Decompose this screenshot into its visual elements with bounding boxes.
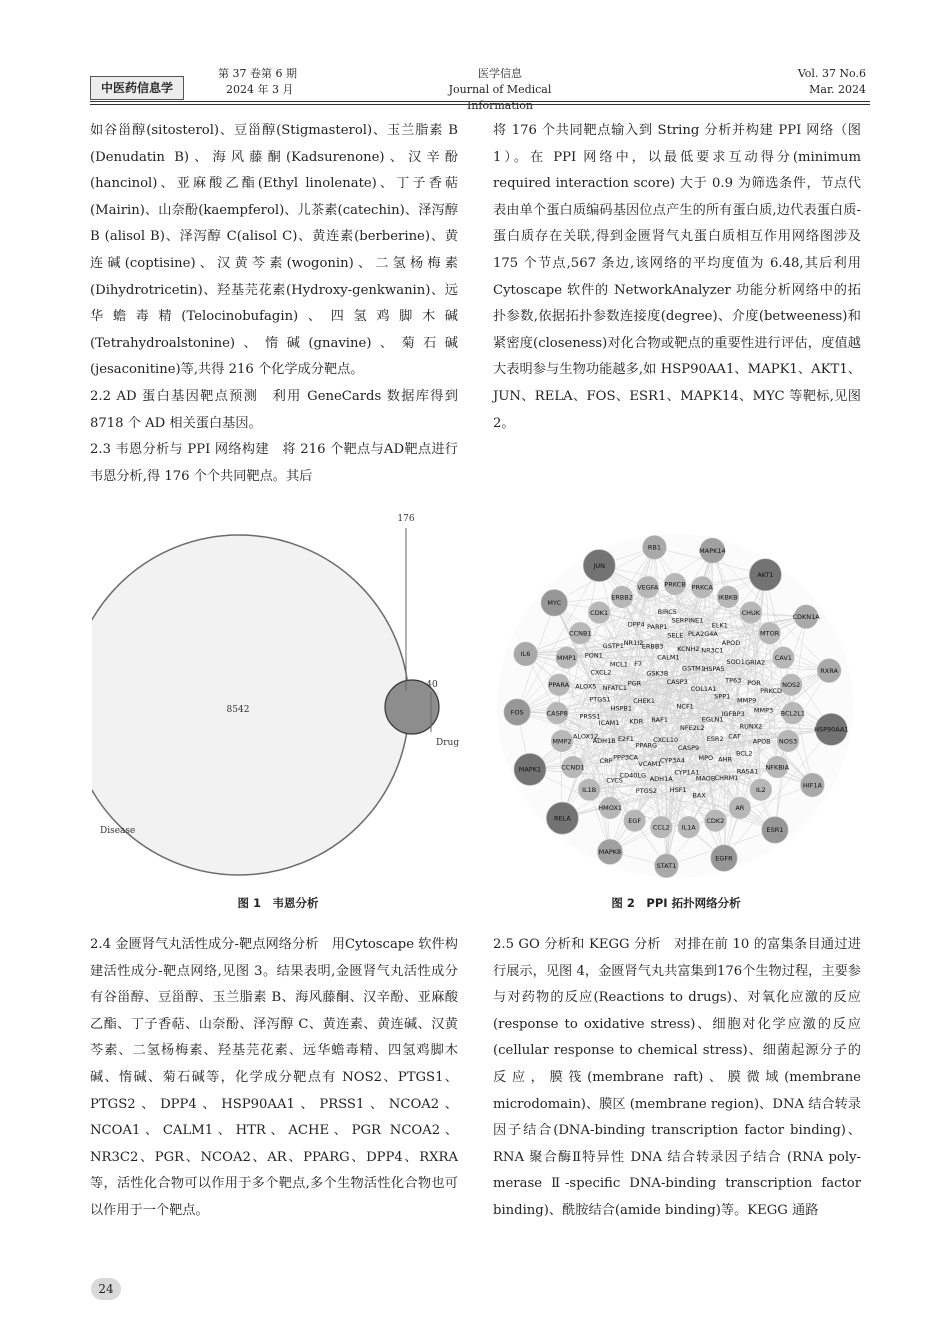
ppi-label-parp1: PARP1 [647, 623, 668, 632]
ppi-label-mtor: MTOR [760, 629, 780, 638]
ppi-label-kdr: KDR [629, 717, 644, 726]
ppi-label-cxcl10: CXCL10 [653, 735, 679, 744]
ppi-label-mmp9: MMP9 [736, 696, 757, 705]
ppi-label-spp1: SPP1 [714, 692, 731, 701]
ppi-label-mcl1: MCL1 [609, 660, 628, 669]
ppi-label-cd40lg: CD40LG [619, 771, 647, 780]
ppi-label-hif1a: HIF1A [802, 781, 822, 790]
ppi-label-hmox1: HMOX1 [598, 804, 623, 813]
page-number: 24 [91, 1278, 121, 1300]
volume-info [798, 66, 866, 98]
ppi-label-f7: F7 [634, 659, 643, 668]
figure2-caption: 图 2 PPI 拓扑网络分析 [611, 896, 741, 910]
ppi-label-mmp3: MMP3 [753, 706, 774, 715]
section-brand: 中医药信息学 [90, 76, 184, 100]
ppi-label-apod: APOD [721, 639, 741, 648]
issue-info [218, 66, 297, 98]
ppi-label-cav1: CAV1 [774, 653, 792, 662]
ppi-label-cdkn1a: CDKN1A [792, 612, 820, 621]
ppi-label-nr3c1: NR3C1 [701, 646, 724, 655]
ppi-label-apob: APOB [752, 737, 771, 746]
date-cn: 2024 年 3 月 [226, 83, 294, 96]
ppi-label-cdk2: CDK2 [706, 816, 725, 825]
ppi-label-gria2: GRIA2 [745, 658, 766, 667]
ppi-label-pon1: PON1 [584, 651, 603, 660]
ppi-label-vegfa: VEGFA [637, 583, 659, 592]
ppi-label-rb1: RB1 [647, 543, 662, 552]
paragraph: 如谷甾醇(sitosterol)、豆甾醇(Stigmasterol)、玉兰脂素 B (Denudatin B)、海风藤酮(Kadsurenone)、汉辛酚(hancinol)、亚麻酸乙酯(Ethyl linolenate)、丁子香萜(Mairin)、山奈酚(kaempferol)、儿茶素(catechin)、泽泻醇 B (alisol B)、泽泻醇 C(alisol C)、黄连素(berberine)、黄连碱(coptisine)、汉黄芩素(wogonin)、二氢杨梅素(Dihydrotricetin)、羟基芫花素(Hydroxy-genkwanin)、远华蟾毒精(Telocinobufagin)、四氢鸡脚木碱(Tetrahydroalstonine)、惰碱(gnavine)、菊石碱(jesaconitine)等,共得 216 个化学成分靶点。 [90, 123, 458, 378]
ppi-label-pparg: PPARG [635, 741, 658, 750]
ppi-label-rasa1: RASA1 [736, 767, 759, 776]
ppi-label-hsf1: HSF1 [669, 786, 687, 795]
ppi-label-il1a: IL1A [681, 823, 696, 832]
figure1-caption: 图 1 韦恩分析 [237, 896, 319, 910]
ppi-label-cxcl2: CXCL2 [590, 668, 612, 677]
ppi-label-esr2: ESR2 [706, 734, 724, 743]
paragraph: 将 176 个共同靶点输入到 String 分析并构建 PPI 网络（图 1）。在 PPI 网络中，以最低要求互动得分(minimum required interaction score) 大于 0.9 为筛选条件，节点代表由单个蛋白质编码基因位点产生的所有蛋白质,边代表蛋白质-蛋白质存在关联,得到金匮肾气丸蛋白质相互作用网络图涉及 175 个节点,567 条边,该网络的平均度值为 6.48,其后利用Cytoscape 软件的 NetworkAnalyzer 功能分析网络中的拓扑参数,依据拓扑参数连接度(degree)、介度(betweeness)和紧密度(closeness)对化合物或靶点的重要性进行评估，度值越大表明参与生物功能越多,如 HSP90AA1、MAPK1、AKT1、JUN、RELA、FOS、ESR1、MAPK14、MYC 等靶标,见图 2。 [493, 123, 861, 431]
ppi-label-erbb3: ERBB3 [641, 642, 664, 651]
venn-diagram [92, 508, 464, 883]
ppi-label-erbb2: ERBB2 [611, 593, 633, 602]
ppi-label-il2: IL2 [755, 786, 766, 795]
venn-disease-circle [92, 535, 409, 875]
header-rule-bottom [90, 104, 870, 105]
ppi-label-il6: IL6 [520, 650, 531, 659]
ppi-label-alox5: ALOX5 [575, 682, 597, 691]
ppi-label-ppara: PPARA [548, 681, 570, 690]
ppi-label-myc: MYC [547, 599, 562, 608]
ppi-label-ar: AR [735, 804, 745, 813]
figure-ppi-network [490, 510, 862, 885]
left-column-top [90, 118, 458, 490]
ppi-label-nfatc1: NFATC1 [602, 683, 628, 692]
ppi-label-adh1b: ADH1B [592, 737, 616, 746]
ppi-label-por: POR [747, 678, 761, 687]
ppi-label-bcl2l1: BCL2L1 [780, 709, 806, 718]
paragraph: 2.3 韦恩分析与 PPI 网络构建 将 216 个靶点与AD靶点进行韦恩分析,得 176 个个共同靶点。其后 [90, 442, 458, 484]
right-column-top [493, 118, 861, 437]
ppi-label-vcam1: VCAM1 [638, 760, 662, 769]
ppi-label-mapk8: MAPK8 [598, 848, 622, 857]
ppi-label-nfe2l2: NFE2L2 [680, 724, 705, 733]
ppi-label-pgr: PGR [627, 679, 642, 688]
ppi-label-mapk14: MAPK14 [699, 546, 726, 555]
ppi-label-runx2: RUNX2 [739, 722, 763, 731]
journal-name [420, 66, 580, 114]
issue-cn: 第 37 卷第 6 期 [218, 67, 297, 80]
venn-label-drug: Drug [436, 738, 460, 748]
ppi-label-jun: JUN [593, 561, 606, 570]
ppi-label-ahr: AHR [718, 755, 733, 764]
venn-label-176: 176 [397, 514, 415, 524]
ppi-label-ccl2: CCL2 [652, 823, 670, 832]
ppi-label-cycs: CYCS [606, 776, 623, 785]
ppi-label-nr1i2: NR1I2 [623, 638, 644, 647]
ppi-label-prkcb: PRKCB [664, 580, 686, 589]
ppi-label-nos2: NOS2 [782, 681, 801, 690]
ppi-label-cdk1: CDK1 [590, 608, 609, 617]
ppi-label-prkca: PRKCA [691, 583, 713, 592]
ppi-label-maob: MAOB [695, 774, 716, 783]
ppi-label-serpine1: SERPINE1 [671, 616, 704, 625]
ppi-label-icam1: ICAM1 [598, 718, 620, 727]
ppi-label-mapk1: MAPK1 [518, 765, 542, 774]
ppi-label-hspb1: HSPB1 [610, 704, 632, 713]
ppi-label-bcl2: BCL2 [735, 749, 753, 758]
ppi-label-cat: CAT [728, 732, 741, 741]
ppi-label-rela: RELA [553, 814, 571, 823]
ppi-label-casp9: CASP9 [677, 743, 700, 752]
ppi-network-graph [490, 510, 862, 885]
ppi-label-tp63: TP63 [725, 676, 742, 685]
ppi-label-cyp3a4: CYP3A4 [659, 756, 685, 765]
journal-en: Journal of Medical Information [448, 83, 552, 112]
paragraph: 2.2 AD 蛋白基因靶点预测 利用 GeneCards 数据库得到 8718 个 AD 相关蛋白基因。 [90, 388, 458, 431]
ppi-label-mmp2: MMP2 [552, 737, 572, 746]
ppi-label-calm1: CALM1 [657, 653, 680, 662]
ppi-label-casp3: CASP3 [666, 678, 688, 687]
ppi-label-egf: EGF [628, 816, 642, 825]
ppi-label-alox12: ALOX12 [572, 732, 599, 741]
paragraph: 2.5 GO 分析和 KEGG 分析 对排在前 10 的富集条目通过进行展示，见图 4，金匮肾气丸共富集到176个生物过程，主要参与对药物的反应(Reactions to drugs)、对氧化应激的反应(response to oxidative stress)、细胞对化学应激的反应(cellular response to chemical stress)、细菌起源分子的反应，膜筏(membrane raft)、膜微域(membrane microdomain)、膜区 (membrane region)、DNA 结合转录因子结合(DNA-binding transcription factor binding)、RNA 聚合酶Ⅱ特异性 DNA 结合转录因子结合 (RNA poly-merase Ⅱ-specific DNA-binding transcription factor binding)、酰胺结合(amide binding)等。KEGG 通路 [493, 937, 861, 1218]
ppi-label-crp: CRP [599, 756, 613, 765]
ppi-label-ikbkb: IKBKB [718, 593, 738, 602]
ppi-label-adh1a: ADH1A [649, 775, 673, 784]
ppi-label-prkcd: PRKCD [760, 686, 783, 695]
page-header [90, 62, 870, 112]
ppi-label-nos3: NOS3 [778, 737, 798, 746]
ppi-label-chek1: CHEK1 [633, 697, 656, 706]
ppi-label-hsp90aa1: HSP90AA1 [814, 725, 849, 734]
figure-venn [92, 508, 464, 883]
ppi-label-egfr: EGFR [715, 854, 733, 863]
ppi-label-prss1: PRSS1 [579, 712, 601, 721]
ppi-label-kcnh2: KCNH2 [677, 645, 700, 654]
ppi-label-rxra: RXRA [820, 666, 838, 675]
ppi-label-hspa5: HSPA5 [703, 664, 725, 673]
ppi-label-casp8: CASP8 [546, 709, 568, 718]
ppi-label-sod1: SOD1 [726, 657, 745, 666]
ppi-label-igfbp3: IGFBP3 [721, 709, 745, 718]
ppi-label-nfkbia: NFKBIA [765, 763, 790, 772]
ppi-label-ccnd1: CCND1 [561, 763, 585, 772]
paragraph: 2.4 金匮肾气丸活性成分-靶点网络分析 用Cytoscape 软件构建活性成分-靶点网络,见图 3。结果表明,金匮肾气丸活性成分有谷甾醇、豆甾醇、玉兰脂素 B、海风藤酮、汉辛酚、亚麻酸乙酯、丁子香萜、山奈酚、泽泻醇 C、黄连素、黄连碱、汉黄芩素、二氢杨梅素、羟基芫花素、远华蟾毒精、四氢鸡脚木碱、惰碱、菊石碱等，化学成分靶点有 NOS2、PTGS1、PTGS2、DPP4、HSP90AA1、PRSS1、NCOA2、NCOA1、CALM1、HTR、ACHE、PGR NCOA2、NR3C2、PGR、NCOA2、AR、PPARG、DPP4、RXRA 等，活性化合物可以作用于多个靶点,多个生物活性化合物也可以作用于一个靶点。 [90, 937, 458, 1218]
ppi-label-e2f1: E2F1 [617, 735, 634, 744]
ppi-label-sele: SELE [667, 631, 684, 640]
ppi-label-il1b: IL1B [582, 786, 597, 795]
ppi-label-mmp1: MMP1 [557, 653, 577, 662]
venn-label-40: 40 [426, 680, 438, 690]
ppi-label-mpo: MPO [698, 754, 714, 763]
ppi-label-ptgs2: PTGS2 [635, 787, 657, 796]
ppi-label-esr1: ESR1 [766, 826, 784, 835]
ppi-label-chuk: CHUK [741, 608, 761, 617]
venn-label-8542: 8542 [226, 705, 250, 715]
ppi-label-ncf1: NCF1 [676, 702, 694, 711]
vol-en: Vol. 37 No.6 [797, 67, 866, 80]
ppi-label-ptgs1: PTGS1 [589, 695, 611, 704]
ppi-label-gsk3b: GSK3B [646, 669, 669, 678]
journal-cn: 医学信息 [478, 67, 522, 80]
ppi-label-gstp1: GSTP1 [602, 642, 624, 651]
ppi-label-elk1: ELK1 [711, 621, 728, 630]
ppi-label-fos: FOS [510, 708, 524, 717]
ppi-label-bax: BAX [692, 791, 706, 800]
ppi-label-birc5: BIRC5 [657, 607, 677, 616]
header-rule-top [90, 101, 870, 102]
ppi-label-col1a1: COL1A1 [690, 684, 717, 693]
date-en: Mar. 2024 [809, 83, 866, 96]
venn-label-disease: Disease [100, 826, 136, 836]
ppi-label-raf1: RAF1 [651, 715, 668, 724]
right-column-bottom [493, 932, 861, 1225]
ppi-label-pla2g4a: PLA2G4A [687, 629, 718, 638]
left-column-bottom [90, 932, 458, 1225]
ppi-label-cyp1a1: CYP1A1 [674, 768, 700, 777]
ppi-label-chrm1: CHRM1 [714, 774, 739, 783]
ppi-label-akt1: AKT1 [757, 571, 774, 580]
ppi-label-egln1: EGLN1 [701, 715, 724, 724]
ppi-label-dpp4: DPP4 [627, 620, 645, 629]
ppi-label-ccnb1: CCNB1 [569, 629, 592, 638]
ppi-label-stat1: STAT1 [656, 862, 677, 871]
ppi-label-gstm1: GSTM1 [682, 664, 705, 673]
ppi-label-ppp3ca: PPP3CA [613, 753, 639, 762]
